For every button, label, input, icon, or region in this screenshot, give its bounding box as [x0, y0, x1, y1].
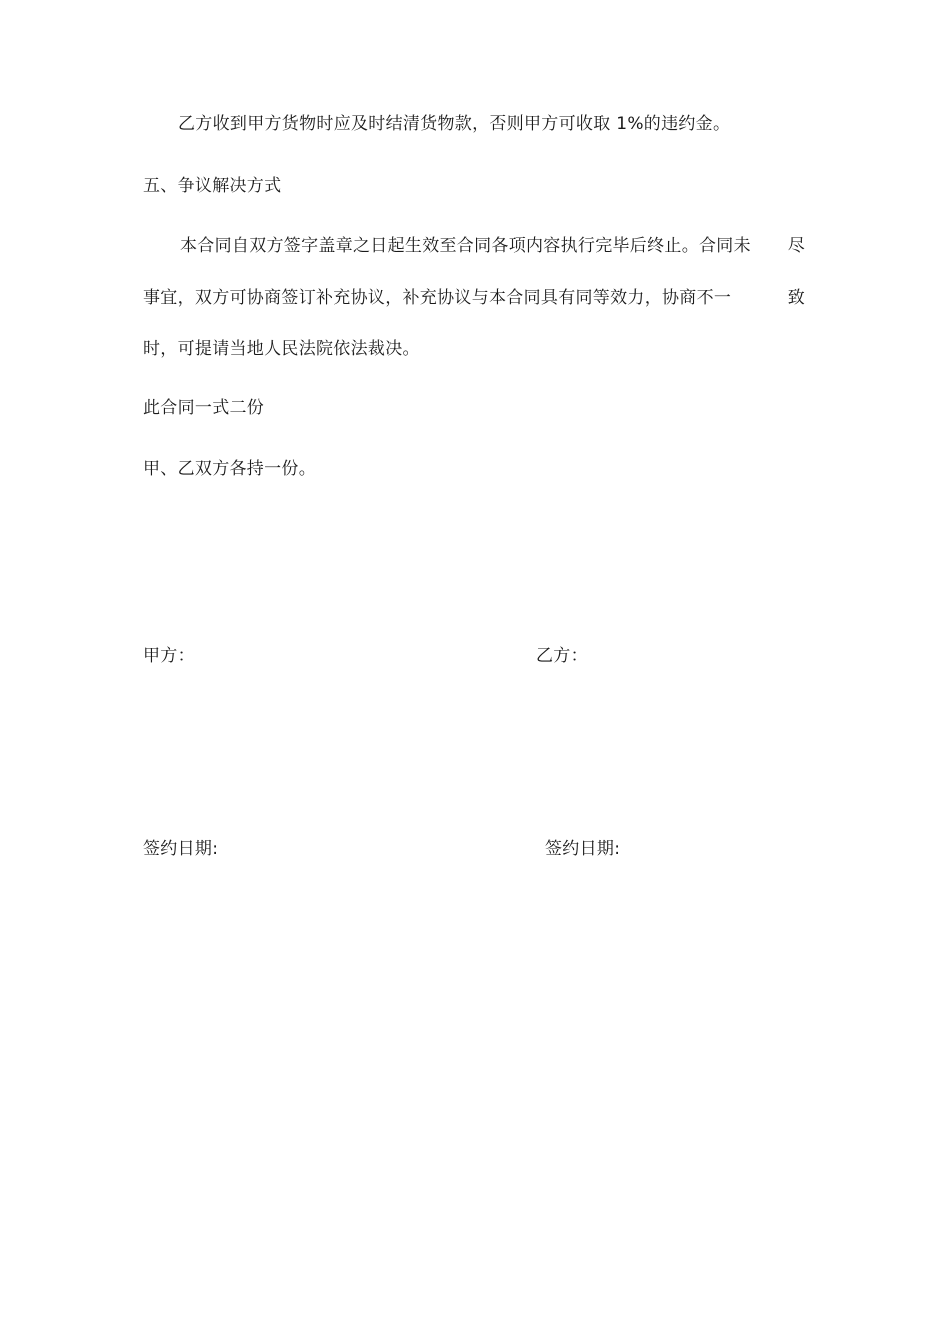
holding-line: 甲、乙双方各持一份。 [143, 459, 316, 479]
party-b-date-label: 签约日期: [545, 839, 621, 859]
party-a-label: 甲方： [143, 646, 195, 666]
section-five-line-3: 时，可提请当地人民法院依法裁决。 [143, 339, 420, 359]
section-five-heading: 五、争议解决方式 [143, 176, 282, 196]
section-five-line-2-end: 致 [787, 288, 805, 308]
section-five-line-1-end: 尽 [787, 236, 805, 256]
section-five-line-1-main: 本合同自双方签字盖章之日起生效至合同各项内容执行完毕后终止。合同未 [180, 236, 751, 256]
payment-clause: 乙方收到甲方货物时应及时结清货物款，否则甲方可收取 1%的违约金。 [178, 114, 731, 134]
party-b-label: 乙方： [536, 646, 588, 666]
section-five-line-2 [143, 287, 805, 309]
section-five-line-2-main: 事宜，双方可协商签订补充协议，补充协议与本合同具有同等效力，协商不一 [143, 288, 732, 308]
copies-line: 此合同一式二份 [143, 398, 265, 418]
section-five-line-1 [180, 235, 805, 257]
party-a-date-label: 签约日期: [143, 839, 219, 859]
